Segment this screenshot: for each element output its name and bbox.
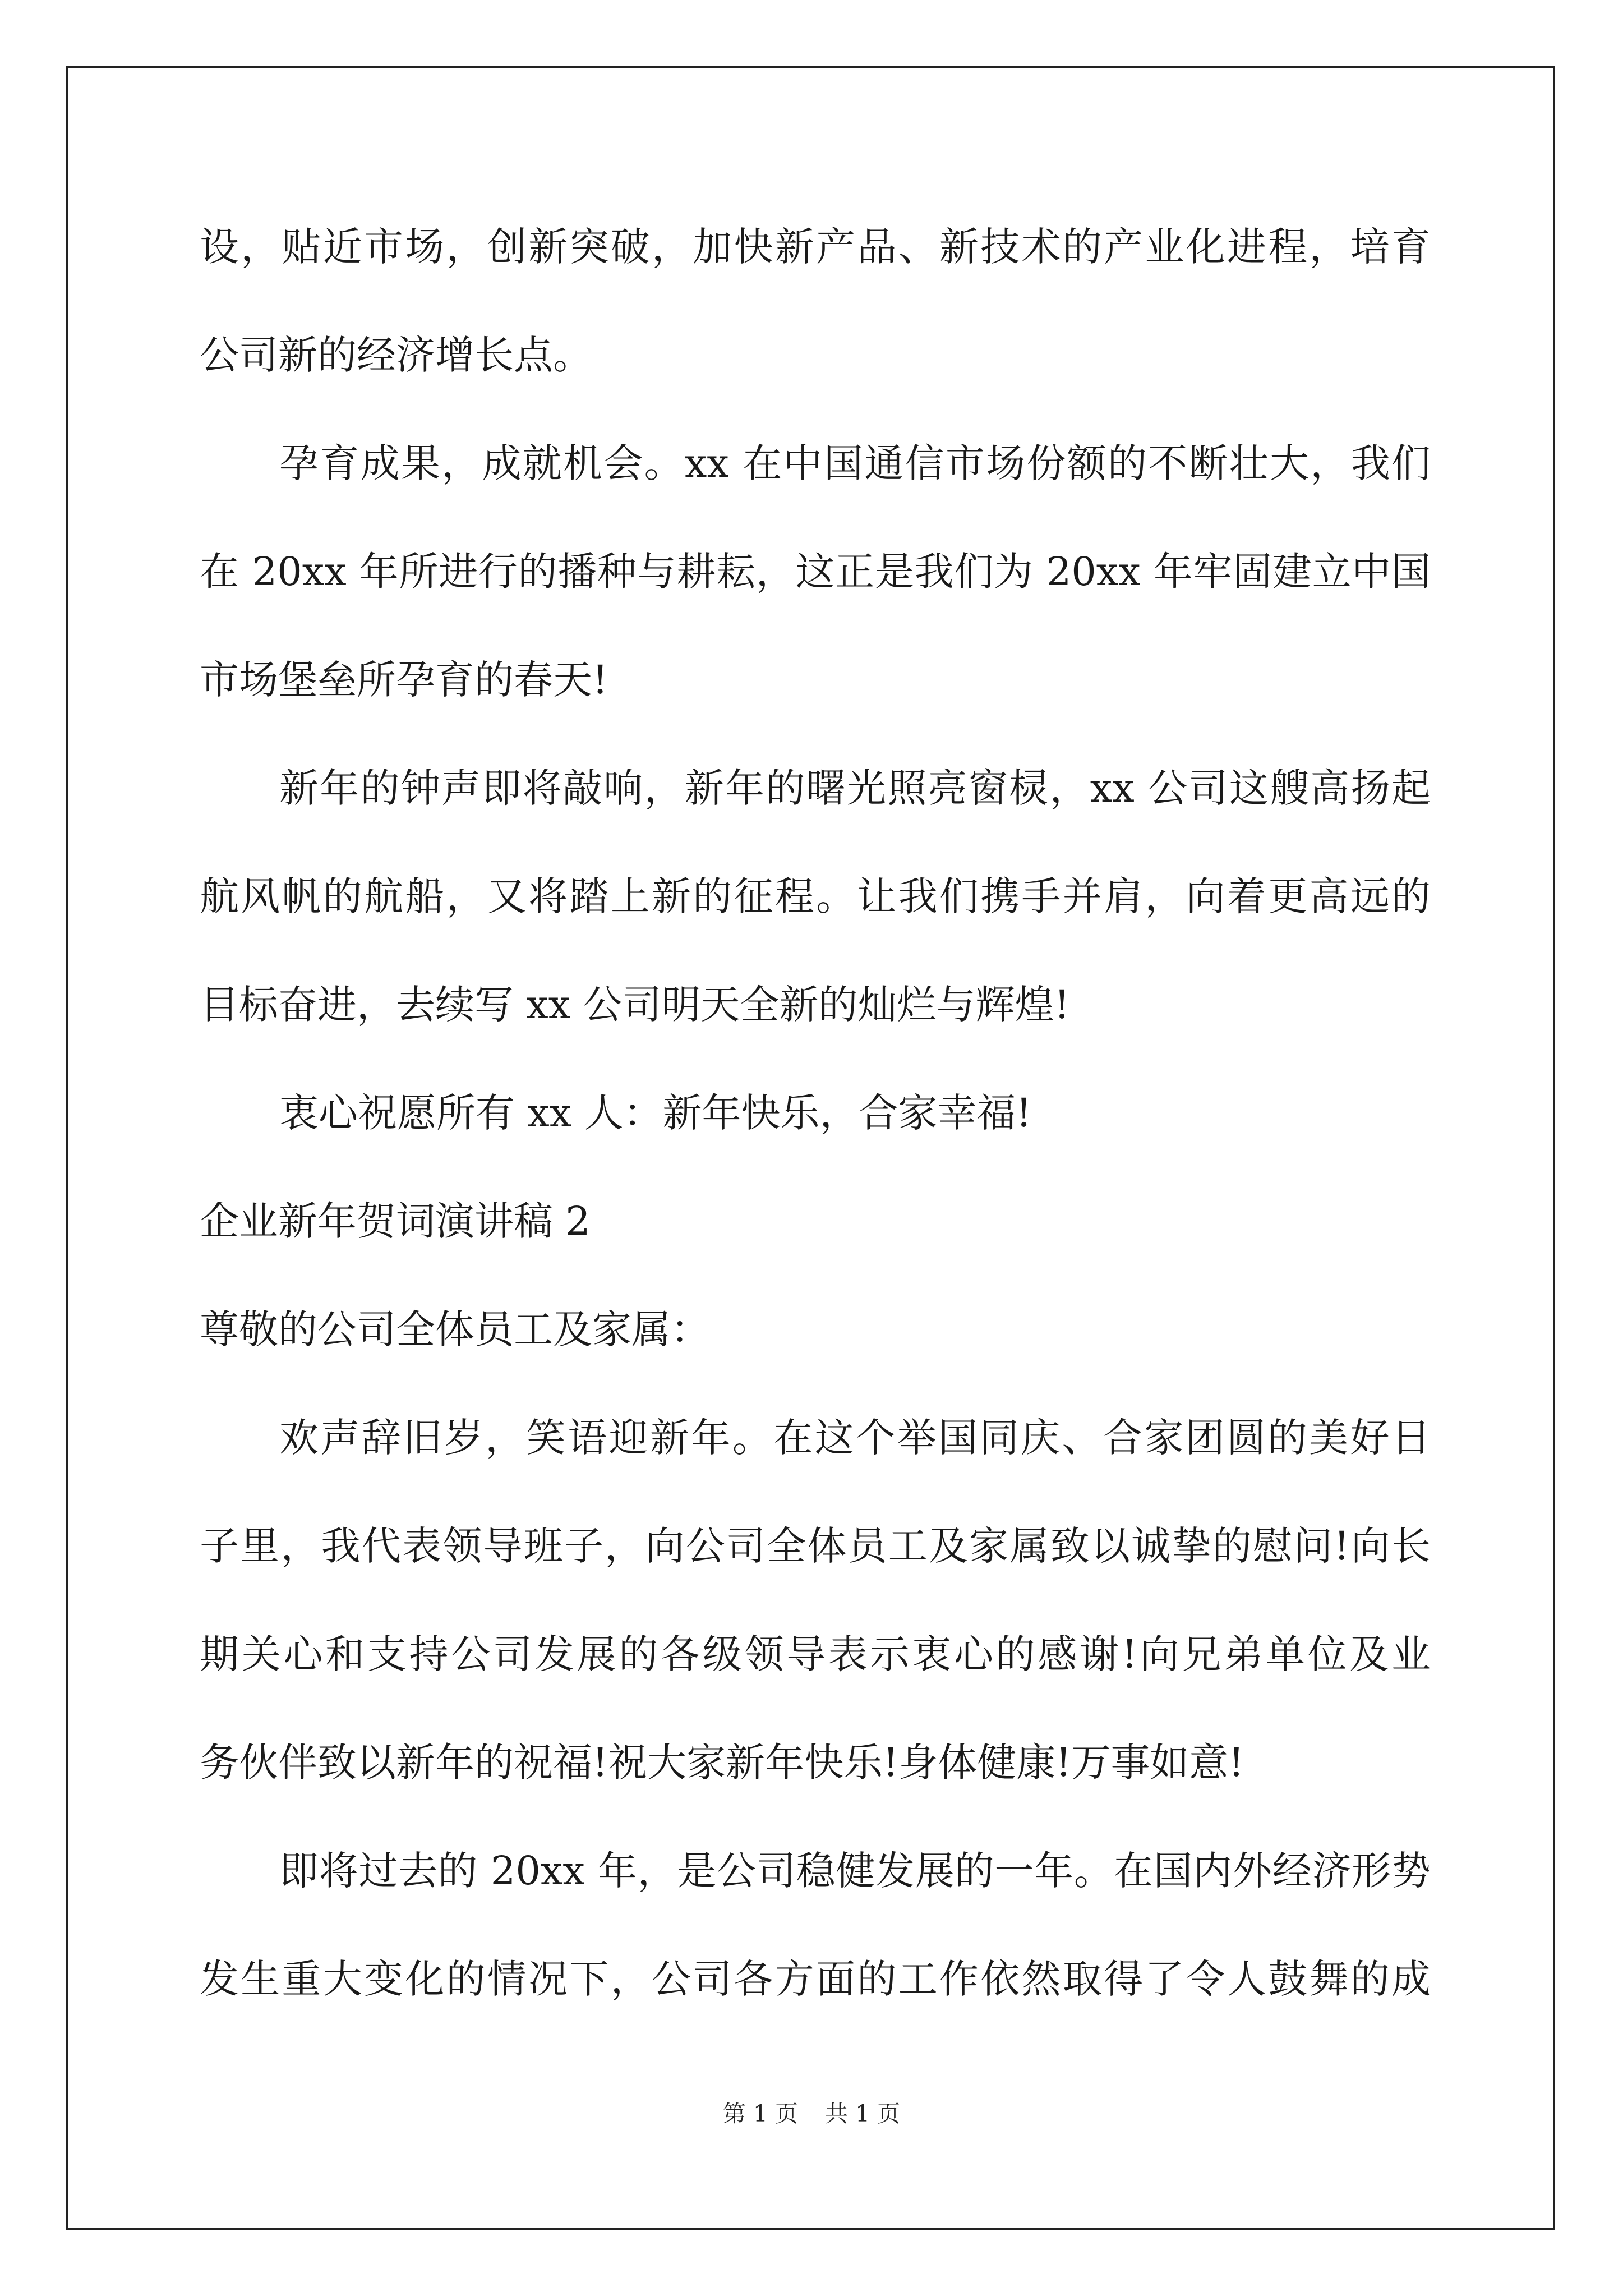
- document-body: [200, 208, 1431, 2048]
- text-line: 期关心和支持公司发展的各级领导表示衷心的感谢!向兄弟单位及业: [200, 1631, 1431, 1677]
- text-line: 航风帆的航船，又将踏上新的征程。让我们携手并肩，向着更高远的: [200, 873, 1431, 919]
- text-line: 子里，我代表领导班子，向公司全体员工及家属致以诚挚的慰问!向长: [200, 1523, 1431, 1569]
- text-line: 市场堡垒所孕育的春天!: [200, 657, 608, 703]
- section-heading: 企业新年贺词演讲稿 2: [200, 1198, 591, 1244]
- text-line: 孕育成果，成就机会。xx 在中国通信市场份额的不断壮大，我们: [279, 440, 1431, 486]
- page-number: 第 1 页: [722, 2100, 798, 2127]
- text-line: 即将过去的 20xx 年，是公司稳健发展的一年。在国内外经济形势: [279, 1848, 1431, 1894]
- text-line: 欢声辞旧岁，笑语迎新年。在这个举国同庆、合家团圆的美好日: [279, 1415, 1431, 1461]
- salutation: 尊敬的公司全体员工及家属：: [200, 1306, 710, 1352]
- text-line: 衷心祝愿所有 xx 人：新年快乐，合家幸福!: [279, 1090, 1032, 1136]
- text-line: 务伙伴致以新年的祝福!祝大家新年快乐!身体健康!万事如意!: [200, 1740, 1244, 1786]
- text-line: 设，贴近市场，创新突破，加快新产品、新技术的产业化进程，培育: [200, 224, 1431, 270]
- page-total: 共 1 页: [825, 2100, 901, 2127]
- text-line: 在 20xx 年所进行的播种与耕耘，这正是我们为 20xx 年牢固建立中国: [200, 549, 1431, 595]
- text-line: 公司新的经济增长点。: [200, 332, 592, 378]
- page-footer: [0, 2100, 1623, 2128]
- text-line: 新年的钟声即将敲响，新年的曙光照亮窗棂，xx 公司这艘高扬起: [279, 765, 1431, 811]
- text-line: 发生重大变化的情况下，公司各方面的工作依然取得了令人鼓舞的成: [200, 1956, 1431, 2002]
- text-line: 目标奋进，去续写 xx 公司明天全新的灿烂与辉煌!: [200, 982, 1070, 1028]
